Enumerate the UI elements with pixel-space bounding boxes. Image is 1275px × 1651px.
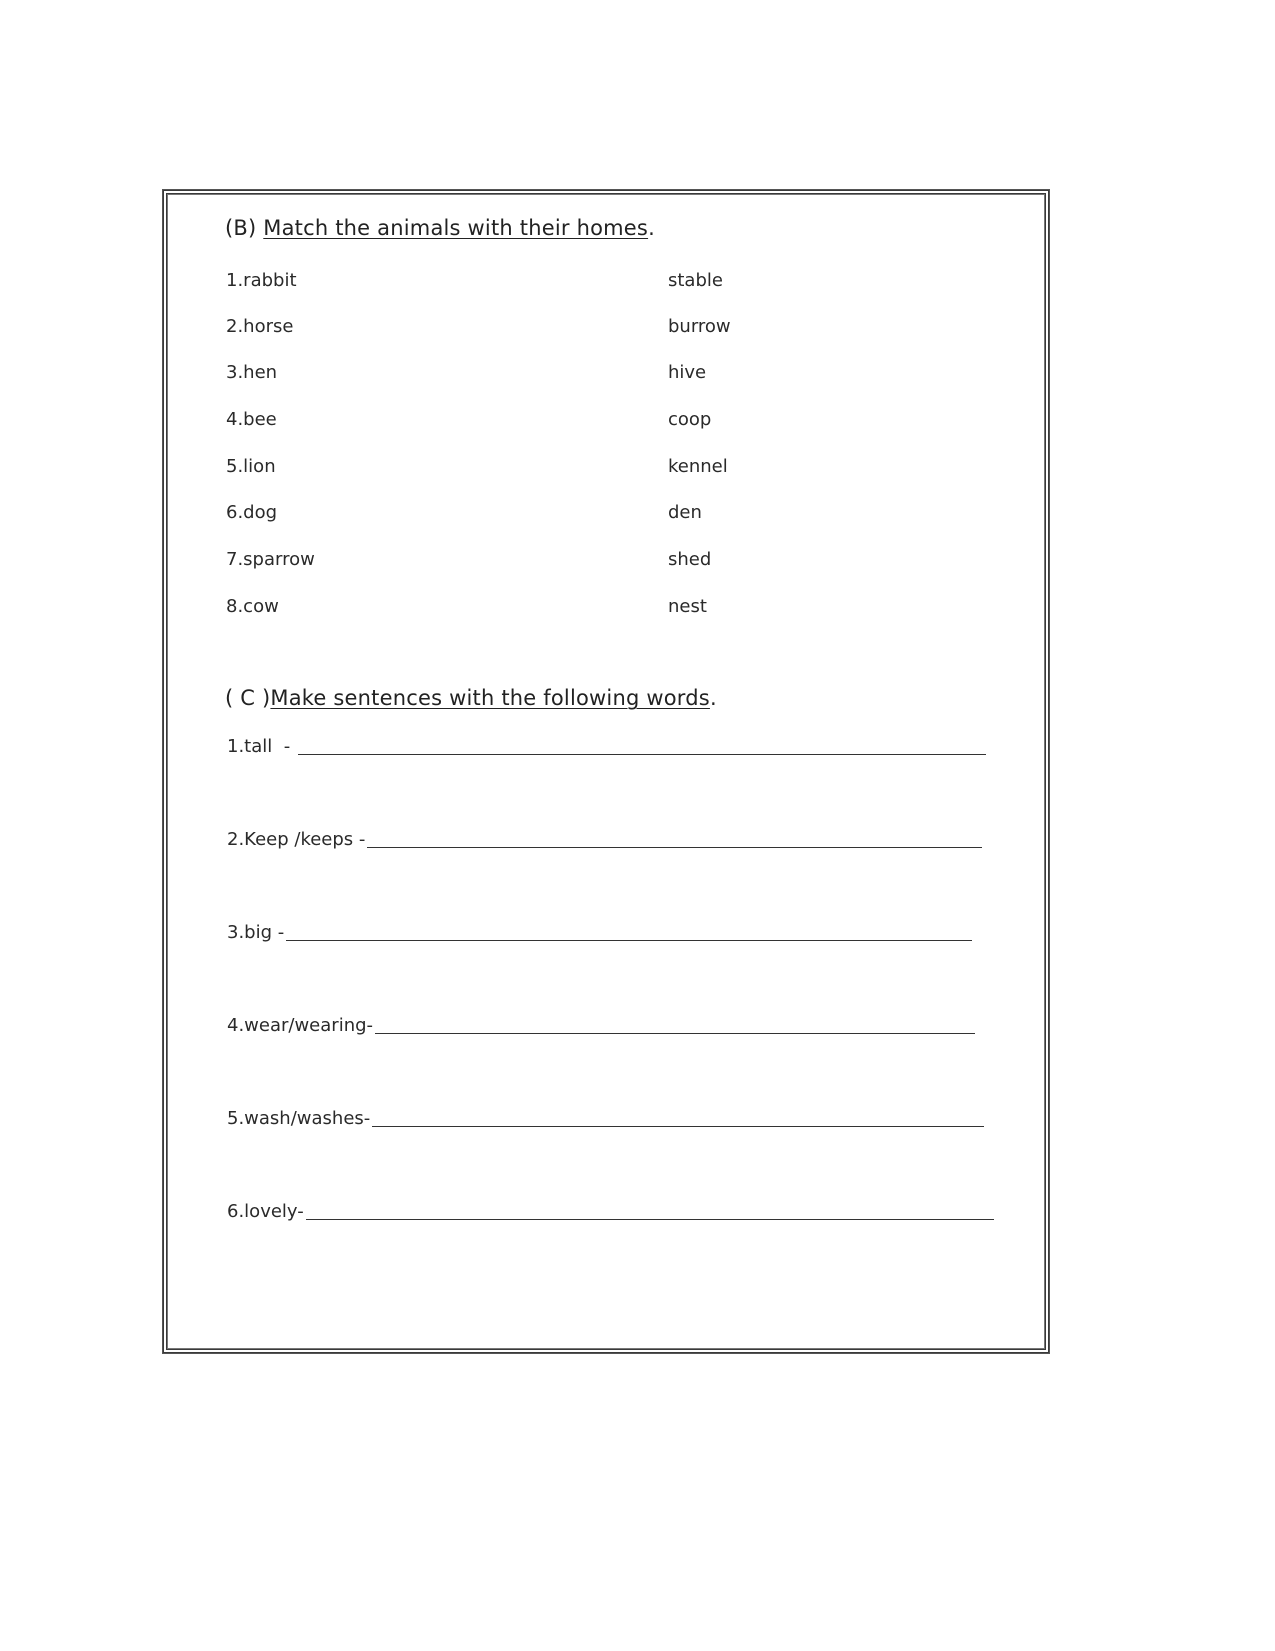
section-c-heading (225, 686, 717, 710)
home-item: hive (668, 362, 707, 383)
sentence-prompt: 2.Keep /keeps - (227, 829, 366, 850)
home-item: den (668, 502, 702, 523)
sentence-prompt: 5.wash/washes- (227, 1108, 371, 1129)
home-item: nest (668, 596, 707, 617)
home-item: kennel (668, 456, 728, 477)
animal-item: 6.dog (226, 502, 278, 523)
sentence-row (227, 736, 986, 757)
sentence-prompt: 1.tall - (227, 736, 291, 757)
answer-line[interactable] (286, 924, 972, 941)
sentence-prompt: 3.big - (227, 922, 285, 943)
sentence-row (227, 1108, 984, 1129)
section-b-suffix: . (648, 216, 655, 240)
home-item: burrow (668, 316, 731, 337)
sentence-prompt: 6.lovely- (227, 1201, 304, 1222)
home-item: shed (668, 549, 712, 570)
section-c-suffix: . (709, 686, 717, 710)
answer-line[interactable] (306, 1203, 994, 1220)
animal-item: 8.cow (226, 596, 279, 617)
animal-item: 7.sparrow (226, 549, 315, 570)
sentence-row (227, 1201, 994, 1222)
animal-item: 3.hen (226, 362, 278, 383)
section-c-prefix: ( C ) (225, 686, 271, 710)
sentence-row (227, 1015, 975, 1036)
animal-item: 5.lion (226, 456, 276, 477)
sentence-row (227, 922, 972, 943)
answer-line[interactable] (372, 1110, 984, 1127)
home-item: coop (668, 409, 712, 430)
worksheet-border (163, 190, 1049, 1353)
section-b-prefix: (B) (225, 216, 264, 240)
section-b-heading (225, 216, 655, 240)
animal-item: 2.horse (226, 316, 294, 337)
answer-line[interactable] (375, 1017, 975, 1034)
section-b-title: Match the animals with their homes (263, 216, 649, 240)
animal-item: 1.rabbit (226, 270, 297, 291)
home-item: stable (668, 270, 723, 291)
answer-line[interactable] (367, 831, 982, 848)
answer-line[interactable] (298, 738, 986, 755)
animal-item: 4.bee (226, 409, 277, 430)
sentence-prompt: 4.wear/wearing- (227, 1015, 374, 1036)
sentence-row (227, 829, 982, 850)
section-c-title: Make sentences with the following words (270, 686, 710, 710)
